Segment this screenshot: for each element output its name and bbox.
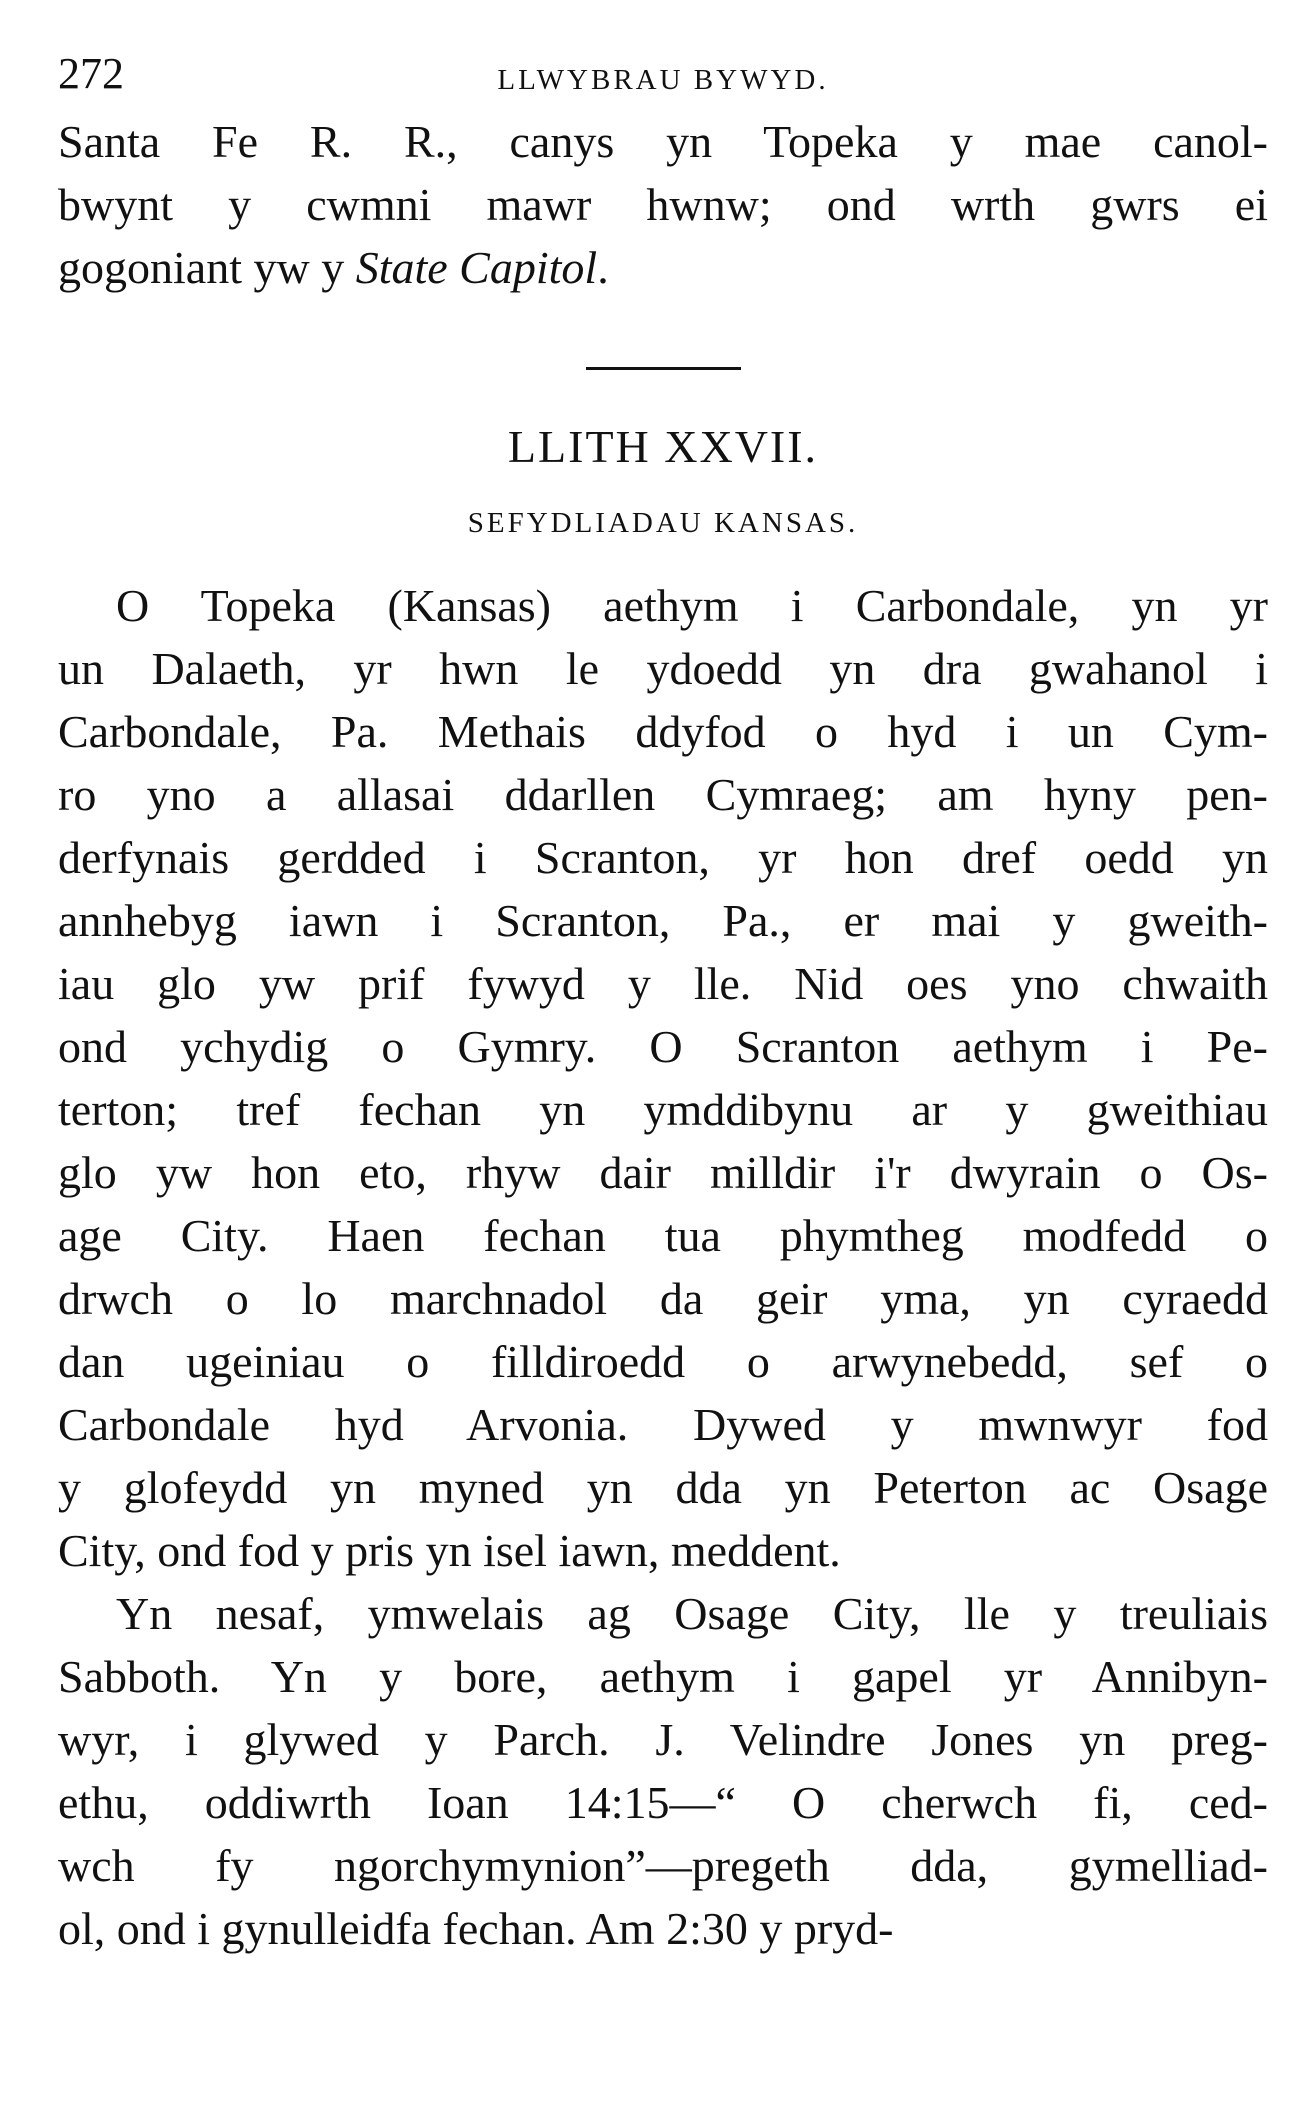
opening-paragraph-last-line [58, 236, 1268, 299]
text-line: derfynais gerdded i Scranton, yr hon dref oedd yn [58, 832, 1268, 883]
text-line: wch fy ngorchymynion”—pregeth dda, gymelliad- [58, 1840, 1268, 1891]
italic-term: State Capitol [355, 242, 598, 293]
text-line: dan ugeiniau o filldiroedd o arwynebedd, sef o [58, 1336, 1268, 1387]
text-line: ro yno a allasai ddarllen Cymraeg; am hyny pen- [58, 769, 1268, 820]
text-line: terton; tref fechan yn ymddibynu ar y gweithiau [58, 1084, 1268, 1135]
text-line: Yn nesaf, ymwelais ag Osage City, lle y treuliais [116, 1588, 1268, 1639]
text-line: ol, ond i gynulleidfa fechan. Am 2:30 y pryd- [58, 1903, 894, 1954]
text-line: iau glo yw prif fywyd y lle. Nid oes yno chwaith [58, 958, 1268, 1009]
text-line: Santa Fe R. R., canys yn Topeka y mae canol- [58, 116, 1268, 167]
text-line: glo yw hon eto, rhyw dair milldir i'r dwyrain o Os- [58, 1147, 1268, 1198]
text-line: age City. Haen fechan tua phymtheg modfedd o [58, 1210, 1268, 1261]
text-line: O Topeka (Kansas) aethym i Carbondale, yn yr [116, 580, 1268, 631]
text-segment: gogoniant yw y [58, 242, 356, 293]
text-line: drwch o lo marchnadol da geir yma, yn cyraedd [58, 1273, 1268, 1324]
running-title: LLWYBRAU BYWYD. [497, 64, 829, 96]
text-line: ethu, oddiwrth Ioan 14:15—“ O cherwch fi, ced- [58, 1777, 1268, 1828]
chapter-subtitle: SEFYDLIADAU KANSAS. [467, 507, 859, 539]
text-line: bwynt y cwmni mawr hwnw; ond wrth gwrs ei [58, 179, 1268, 230]
paragraph-2 [58, 1582, 1268, 1960]
text-line: y glofeydd yn myned yn dda yn Peterton ac Osage [58, 1462, 1268, 1513]
opening-paragraph [58, 110, 1268, 236]
text-line: Carbondale, Pa. Methais ddyfod o hyd i un Cym- [58, 706, 1268, 757]
text-line: un Dalaeth, yr hwn le ydoedd yn dra gwahanol i [58, 643, 1268, 694]
text-line: ond ychydig o Gymry. O Scranton aethym i Pe- [58, 1021, 1268, 1072]
book-page [58, 40, 1268, 1960]
text-line: annhebyg iawn i Scranton, Pa., er mai y gweith- [58, 895, 1268, 946]
text-line: Sabboth. Yn y bore, aethym i gapel yr Annibyn- [58, 1651, 1268, 1702]
text-line: City, ond fod y pris yn isel iawn, meddent. [58, 1525, 841, 1576]
paragraph-1 [58, 574, 1268, 1582]
page-header [58, 40, 1268, 110]
text-line: Carbondale hyd Arvonia. Dywed y mwnwyr fod [58, 1399, 1268, 1450]
page-number: 272 [58, 49, 124, 98]
chapter-title: LLITH XXVII. [507, 421, 819, 472]
text-segment: . [597, 242, 609, 293]
section-divider [586, 367, 741, 370]
text-line: wyr, i glywed y Parch. J. Velindre Jones yn preg- [58, 1714, 1268, 1765]
